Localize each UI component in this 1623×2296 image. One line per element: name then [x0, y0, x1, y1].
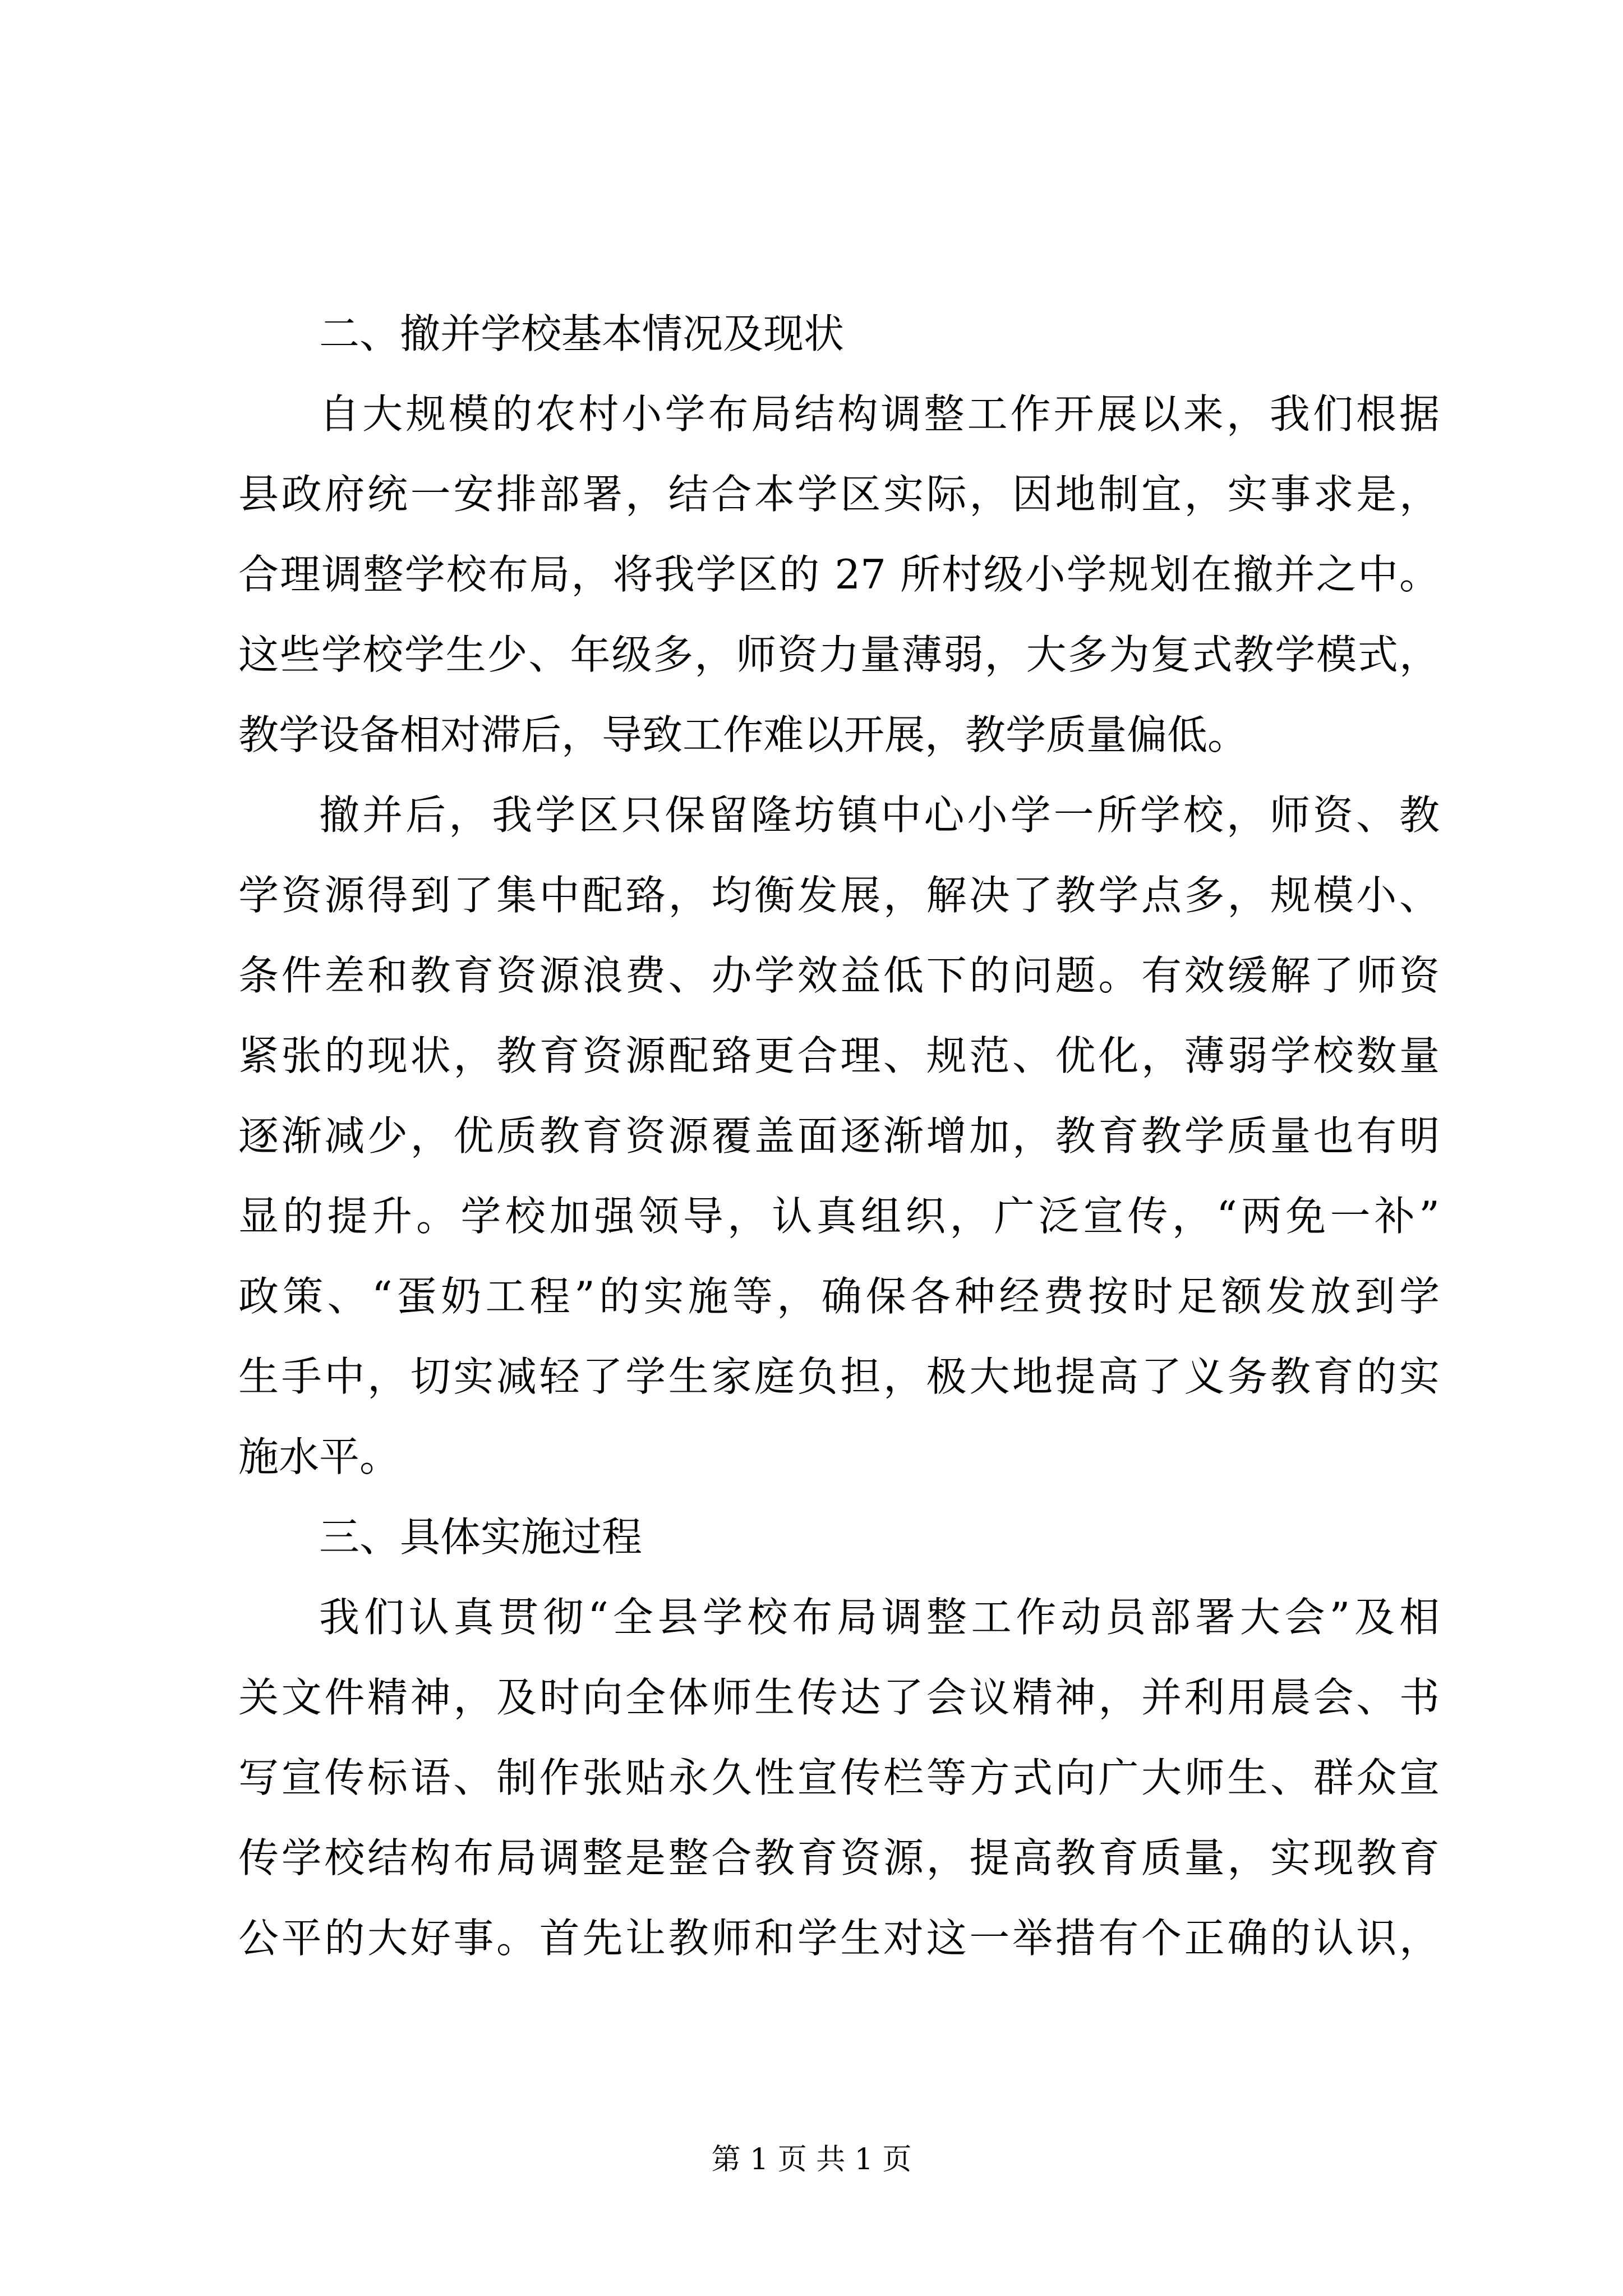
paragraph-line: 撤并后，我学区只保留隆坊镇中心小学一所学校，师资、教	[319, 792, 1440, 839]
paragraph-line: 传学校结构布局调整是整合教育资源，提高教育质量，实现教育	[238, 1834, 1440, 1881]
paragraph-line: 政策、“蛋奶工程”的实施等，确保各种经费按时足额发放到学	[238, 1273, 1440, 1320]
paragraph-line: 施水平。	[238, 1433, 400, 1480]
paragraph-line: 生手中，切实减轻了学生家庭负担，极大地提高了义务教育的实	[238, 1353, 1440, 1400]
paragraph-line: 合理调整学校布局，将我学区的 27 所村级小学规划在撤并之中。	[238, 551, 1440, 598]
paragraph-line: 自大规模的农村小学布局结构调整工作开展以来，我们根据	[319, 390, 1440, 438]
paragraph-line: 我们认真贯彻“全县学校布局调整工作动员部署大会”及相	[319, 1594, 1440, 1641]
page-footer: 第 1 页 共 1 页	[711, 2143, 912, 2177]
paragraph-line: 这些学校学生少、年级多，师资力量薄弱，大多为复式教学模式，	[238, 631, 1440, 678]
paragraph-line: 条件差和教育资源浪费、办学效益低下的问题。有效缓解了师资	[238, 952, 1440, 999]
paragraph-line: 写宣传标语、制作张贴永久性宣传栏等方式向广大师生、群众宣	[238, 1754, 1440, 1801]
paragraph-line: 公平的大好事。首先让教师和学生对这一举措有个正确的认识，	[238, 1915, 1440, 1962]
paragraph-line: 紧张的现状，教育资源配臵更合理、规范、优化，薄弱学校数量	[238, 1032, 1440, 1079]
section-heading: 二、撤并学校基本情况及现状	[319, 310, 845, 357]
paragraph-line: 逐渐减少，优质教育资源覆盖面逐渐增加，教育教学质量也有明	[238, 1112, 1440, 1159]
paragraph-line: 县政府统一安排部署，结合本学区实际，因地制宜，实事求是，	[238, 471, 1440, 518]
section-heading: 三、具体实施过程	[319, 1513, 643, 1561]
paragraph-line: 教学设备相对滞后，导致工作难以开展，教学质量偏低。	[238, 711, 1248, 758]
paragraph-line: 学资源得到了集中配臵，均衡发展，解决了教学点多，规模小、	[238, 872, 1440, 919]
paragraph-line: 关文件精神，及时向全体师生传达了会议精神，并利用晨会、书	[238, 1674, 1440, 1721]
paragraph-line: 显的提升。学校加强领导，认真组织，广泛宣传，“两免一补”	[238, 1193, 1440, 1240]
